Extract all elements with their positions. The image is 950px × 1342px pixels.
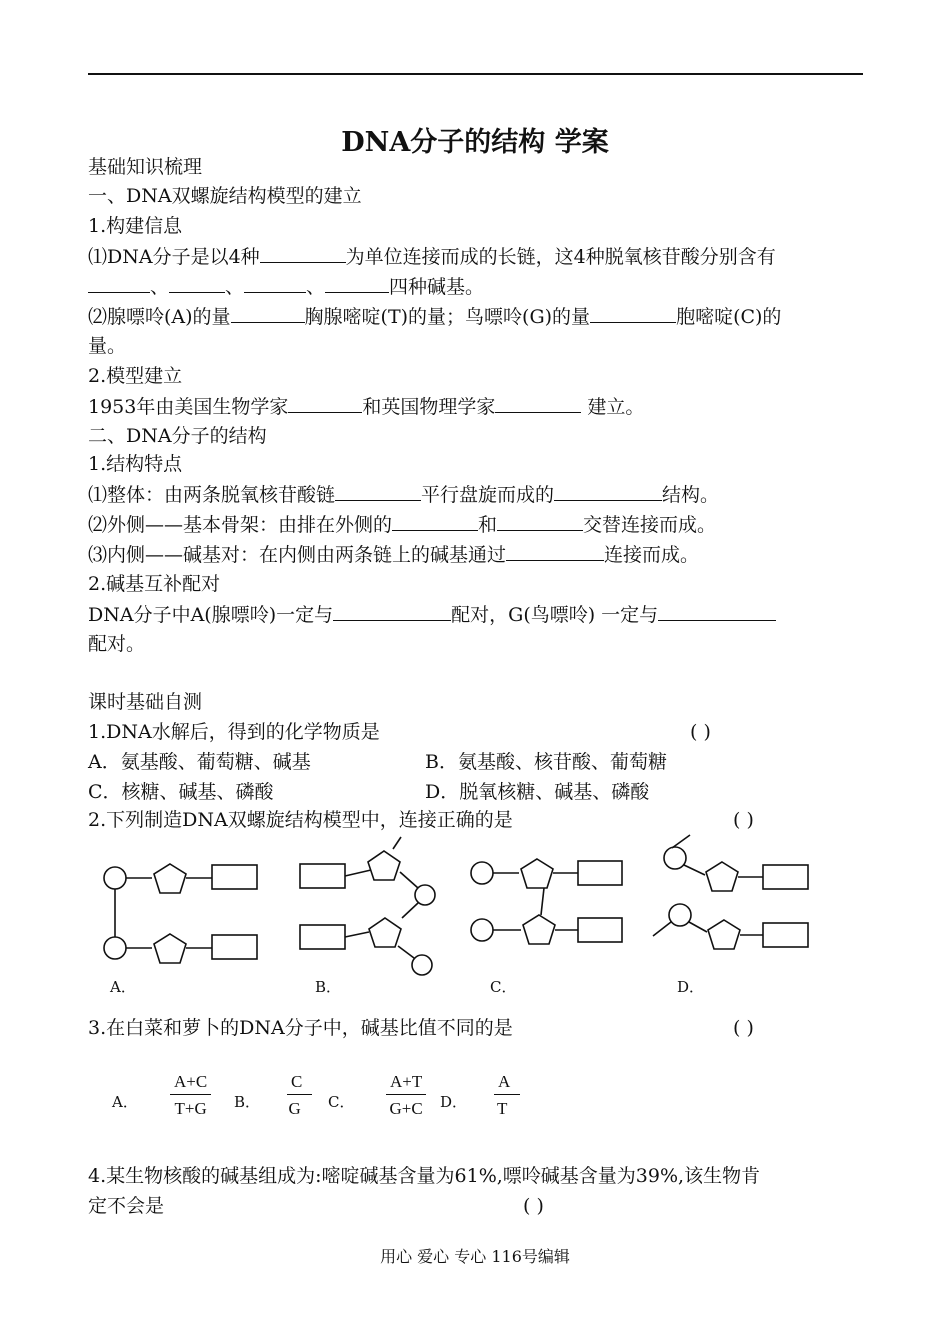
- option-label-b[interactable]: B．: [315, 978, 342, 996]
- model-c: [471, 859, 622, 944]
- option-label-c[interactable]: C．: [490, 978, 517, 996]
- page-footer: 用心 爱心 专心 116号编辑: [380, 1247, 570, 1266]
- option-label-a[interactable]: A．: [112, 1093, 138, 1111]
- option-label-d[interactable]: D．: [440, 1093, 468, 1111]
- section-heading-basics: 基础知识梳理: [88, 156, 203, 178]
- fraction-a: $\frac{A+C}{T+G}$: [170, 1072, 211, 1119]
- paragraph-line-2: 、 、 、 四种碱基。: [88, 274, 484, 299]
- model-b: [300, 837, 435, 975]
- subheading-2-1: 1.结构特点: [88, 453, 183, 475]
- paragraph-line-7: ⑵外侧——基本骨架：由排在外侧的 和 交替连接而成。: [88, 514, 717, 536]
- question-4-line-2: 定不会是: [88, 1195, 165, 1217]
- option-a[interactable]: A．氨基酸、葡萄糖、碱基: [88, 751, 311, 773]
- option-label-d[interactable]: D．: [677, 978, 705, 996]
- question-4-line-1: 4.某生物核酸的碱基组成为:嘧啶碱基含量为61%,嘌呤碱基含量为39%,该生物肯: [88, 1165, 761, 1187]
- paragraph-line-9: DNA分子中A(腺嘌呤)一定与 配对，G(鸟嘌呤) 一定与: [88, 602, 776, 627]
- page-title: DNA分子的结构 学案: [341, 127, 609, 158]
- answer-paren[interactable]: ( ): [523, 1195, 544, 1217]
- paragraph-line-8: ⑶内侧——碱基对：在内侧由两条链上的碱基通过 连接而成。: [88, 544, 700, 566]
- answer-paren[interactable]: ( ): [733, 809, 754, 831]
- fraction-c: $\frac{A+T}{G+C}$: [386, 1072, 426, 1119]
- paragraph-line-5: 1953年由美国生物学家 和英国物理学家 建立。: [88, 396, 645, 418]
- subheading-1-2: 2.模型建立: [88, 365, 183, 387]
- option-c[interactable]: C．核糖、碱基、磷酸: [88, 781, 274, 803]
- option-label-b[interactable]: B．: [234, 1093, 261, 1111]
- answer-paren[interactable]: ( ): [733, 1017, 754, 1039]
- option-label-c[interactable]: C．: [328, 1093, 355, 1111]
- fraction-b: $\frac{C}{G}$: [287, 1072, 312, 1119]
- paragraph-line-10: 配对。: [88, 633, 146, 655]
- section-heading-2: 二、DNA分子的结构: [88, 425, 267, 447]
- paragraph-line-1: ⑴DNA分子是以4种 为单位连接而成的长链，这4种脱氧核苷酸分别含有: [88, 246, 776, 268]
- model-a: [104, 864, 257, 963]
- paragraph-line-6: ⑴整体：由两条脱氧核苷酸链 平行盘旋而成的 结构。: [88, 484, 720, 506]
- question-3: 3.在白菜和萝卜的DNA分子中，碱基比值不同的是: [88, 1017, 513, 1039]
- option-b[interactable]: B．氨基酸、核苷酸、葡萄糖: [425, 751, 667, 773]
- section-heading-selftest: 课时基础自测: [88, 691, 203, 713]
- paragraph-line-3: ⑵腺嘌呤(A)的量 胸腺嘧啶(T)的量；鸟嘌呤(G)的量 胞嘧啶(C)的: [88, 306, 782, 328]
- subheading-2-2: 2.碱基互补配对: [88, 573, 221, 595]
- question-2: 2.下列制造DNA双螺旋结构模型中，连接正确的是: [88, 809, 513, 831]
- section-heading-1: 一、DNA双螺旋结构模型的建立: [88, 185, 362, 207]
- option-label-a[interactable]: A．: [110, 978, 136, 996]
- question-1: 1.DNA水解后，得到的化学物质是: [88, 721, 380, 743]
- answer-paren[interactable]: ( ): [690, 721, 711, 743]
- subheading-1-1: 1.构建信息: [88, 215, 183, 237]
- option-d[interactable]: D．脱氧核糖、碱基、磷酸: [425, 781, 650, 803]
- paragraph-line-4: 量。: [88, 335, 127, 357]
- model-d: [653, 835, 808, 949]
- fraction-d: $\frac{A}{T}$: [494, 1072, 520, 1119]
